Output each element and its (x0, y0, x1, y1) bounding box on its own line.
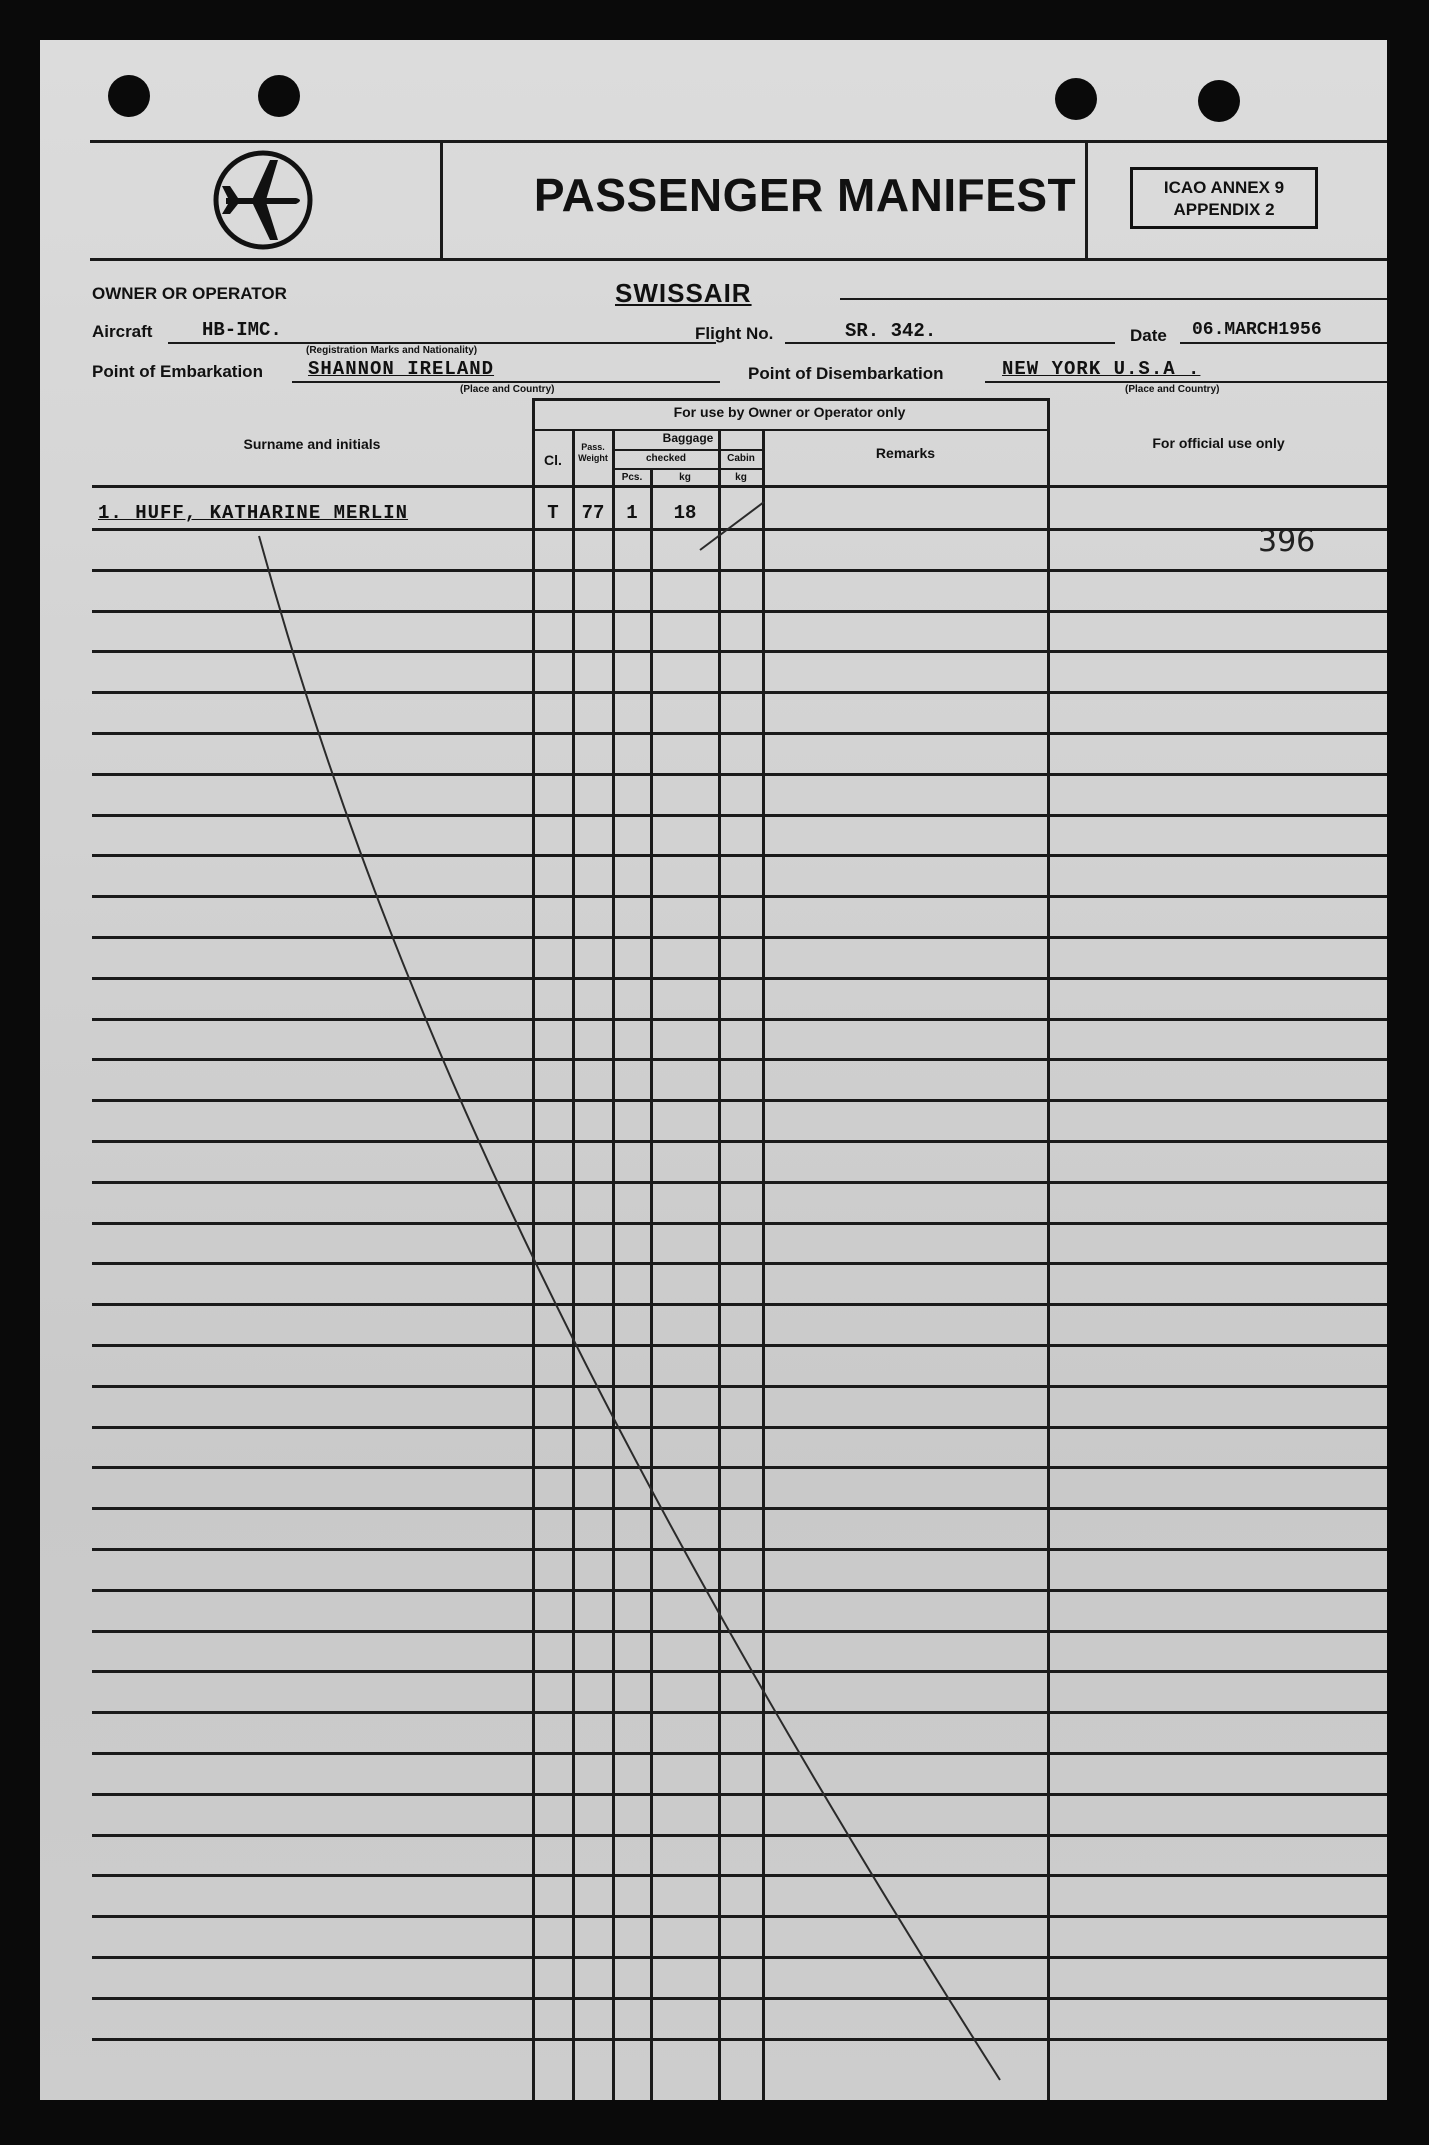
flight-label: Flight No. (695, 324, 774, 343)
owner-group-header: For use by Owner or Operator only (673, 404, 906, 420)
kg-sub-header: kg (679, 472, 691, 483)
remarks-column-header: Remarks (875, 445, 936, 461)
aircraft-sublabel: (Registration Marks and Nationality) (306, 345, 478, 356)
flight-value: SR. 342. (845, 320, 937, 342)
owner-value: SWISSAIR (615, 278, 752, 308)
checked-sub-header: checked (645, 453, 687, 464)
passenger-weight: 77 (581, 502, 605, 524)
passenger-name: 1. HUFF, KATHARINE MERLIN (98, 502, 409, 524)
annex-line: ICAO ANNEX 9 (1163, 178, 1285, 197)
embark-sublabel: (Place and Country) (460, 384, 555, 395)
baggage-kg: 18 (673, 502, 697, 524)
embark-label: Point of Embarkation (92, 362, 263, 381)
baggage-group-header: Baggage (662, 431, 714, 445)
aircraft-value: HB-IMC. (202, 319, 282, 341)
void-strike-line (40, 40, 1387, 2100)
disembark-value: NEW YORK U.S.A . (1002, 358, 1201, 380)
embark-value: SHANNON IRELAND (308, 358, 495, 380)
page-title: PASSENGER MANIFEST (533, 169, 1077, 221)
owner-label: OWNER OR OPERATOR (92, 284, 287, 303)
cabin-kg-sub-header: kg (735, 472, 747, 483)
weight-column-header: Pass. Weight (578, 442, 608, 463)
aircraft-label: Aircraft (92, 322, 153, 341)
passenger-class: T (547, 502, 559, 524)
cl-column-header: Cl. (544, 452, 562, 468)
manifest-sheet (40, 40, 1387, 2100)
date-label: Date (1130, 326, 1167, 345)
baggage-pieces: 1 (626, 502, 638, 524)
appendix-line: APPENDIX 2 (1173, 200, 1275, 219)
surname-column-header: Surname and initials (243, 436, 381, 452)
pcs-sub-header: Pcs. (621, 472, 643, 483)
official-stamp-number: 396 (1258, 524, 1316, 559)
disembark-label: Point of Disembarkation (748, 364, 944, 383)
official-column-header: For official use only (1152, 435, 1285, 451)
disembark-sublabel: (Place and Country) (1125, 384, 1220, 395)
cabin-column-header: Cabin (727, 453, 755, 464)
date-value: 06.MARCH1956 (1192, 320, 1322, 340)
